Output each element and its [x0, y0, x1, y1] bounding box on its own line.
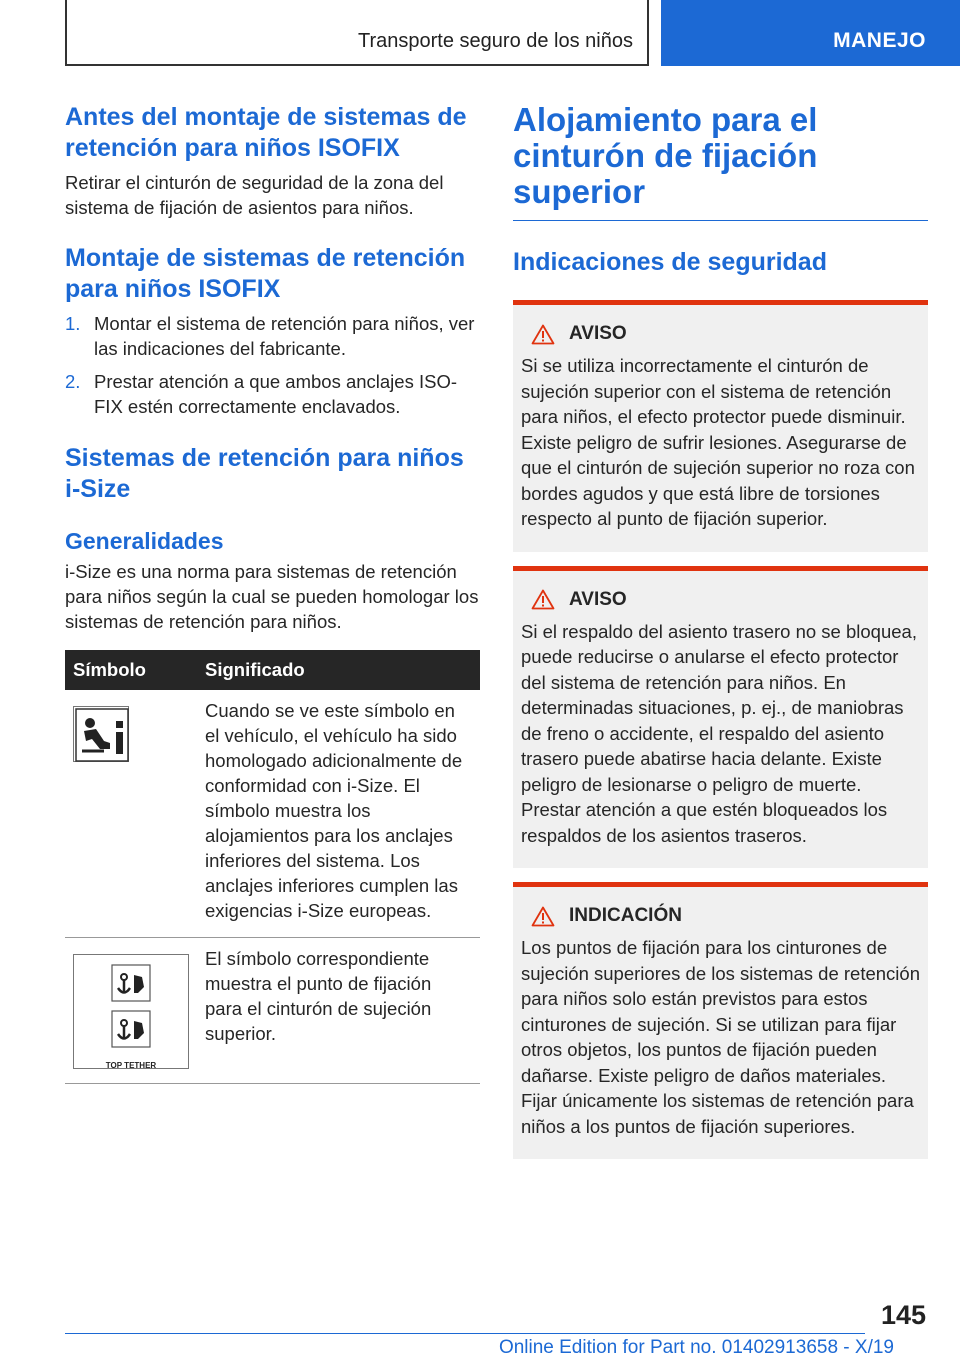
- footer-edition: Online Edition for Part no. 01402913658 - X/19: [498, 1337, 894, 1358]
- meaning-cell: El símbolo correspondiente muestra el punto de fijación para el cinturón de sujeción superior.: [197, 938, 480, 1084]
- paragraph-antes-montaje: Retirar el cinturón de seguridad de la zona del sistema de fijación de asientos para niños.: [65, 172, 444, 218]
- heading-antes-montaje: Antes del montaje de sistemas de retención para niños ISOFIX: [65, 103, 467, 162]
- table-header-row: [65, 650, 480, 690]
- left-column: [65, 102, 480, 1084]
- table-header-symbol: Símbolo: [65, 650, 197, 690]
- header-section-tab: [65, 0, 649, 66]
- warning-triangle-icon: [531, 906, 555, 927]
- heading-divider: [513, 220, 928, 221]
- top-tether-label: TOP TETHER: [105, 1061, 157, 1070]
- heading-indicaciones-seguridad: Indicaciones de seguridad: [513, 248, 827, 276]
- heading-alojamiento: Alojamiento para el cinturón de fijación superior: [513, 101, 818, 210]
- header-chapter-label: MANEJO: [833, 29, 926, 52]
- notice-text: Los puntos de fijación para los cinturones de sujeción superiores de los sistemas de retención para niños solo están previstos para estos cinturones de sujeción. Si se utilizan para fijar otros objetos, los puntos de fijación pueden dañarse. Existe peligro de daños materiales. Fijar únicamente los sistemas de retención para niños a los puntos de fijación superiores.: [521, 937, 920, 1137]
- header-chapter-tab: [661, 0, 960, 66]
- warning-triangle-icon: [531, 589, 555, 610]
- step-text: Prestar atención a que ambos anclajes ISO-FIX estén correctamente enclavados.: [94, 371, 457, 417]
- step-text: Montar el sistema de retención para niños, ver las indicaciones del fabricante.: [94, 313, 475, 359]
- warning-text: Si el respaldo del asiento trasero no se bloquea, puede reducirse o anularse el efecto protector del sistema de retención para niños. En determinadas situaciones, p. ej., de maniobras de freno o accidente, el respaldo del asiento trasero puede abatirse hacia delante. Existe peligro de lesionarse o peligro de muerte. Prestar atención a que estén bloqueados los respaldos de los asientos traseros.: [521, 620, 917, 846]
- step-number: 1.: [65, 313, 81, 334]
- notice-box: [513, 882, 928, 1159]
- warning-title: AVISO: [569, 588, 627, 610]
- warning-title: AVISO: [569, 323, 627, 344]
- header-section-title: Transporte seguro de los niños: [358, 30, 633, 52]
- heading-generalidades: Generalidades: [65, 528, 224, 554]
- notice-title: INDICACIÓN: [569, 905, 682, 926]
- symbol-table: [65, 650, 480, 1084]
- top-tether-icon: [73, 954, 189, 1069]
- right-column: [513, 102, 928, 1159]
- paragraph-generalidades: i-Size es una norma para sistemas de retención para niños según la cual se pueden homologar los sistemas de retención para niños.: [65, 561, 479, 632]
- list-item: [65, 311, 480, 361]
- symbol-cell: [65, 938, 197, 1084]
- footer-divider: [65, 1333, 865, 1334]
- warning-box: [513, 300, 928, 552]
- heading-montaje-isofix: Montaje de sistemas de retención para niños ISOFIX: [65, 244, 466, 303]
- symbol-cell: [65, 690, 197, 938]
- list-item: [65, 369, 480, 419]
- warning-box: [513, 566, 928, 869]
- meaning-cell: Cuando se ve este símbolo en el vehículo, el vehículo ha sido homologado adicionalmente de conformidad con i-Size. El símbolo muestra los alojamientos para los anclajes inferiores del sistema. Los anclajes inferiores cumplen las exigencias i-Size europeas.: [197, 690, 480, 938]
- warning-text: Si se utiliza incorrectamente el cinturón de sujeción superior con el sistema de retención para niños, el efecto protector puede disminuir. Existe peligro de sufrir lesiones. Asegurarse de que el cinturón de sujeción superior no roza con bordes agudos y que está libre de torsiones respecto al punto de fijación superior.: [521, 355, 915, 529]
- table-row: [65, 938, 480, 1084]
- table-row: [65, 690, 480, 938]
- warning-triangle-icon: [531, 324, 555, 345]
- isize-seat-icon: [73, 706, 129, 762]
- heading-isize: Sistemas de retención para niños i-Size: [65, 444, 464, 503]
- steps-list: [65, 311, 480, 419]
- table-header-meaning: Significado: [197, 650, 480, 690]
- step-number: 2.: [65, 371, 81, 392]
- page-number: 145: [880, 1300, 926, 1330]
